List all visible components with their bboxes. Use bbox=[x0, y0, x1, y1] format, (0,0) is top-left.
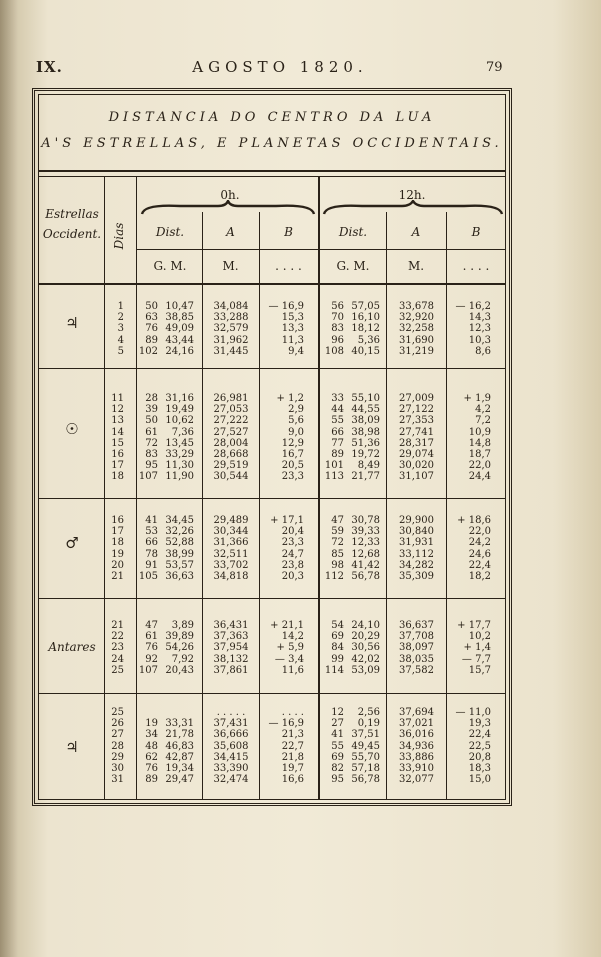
group-2-b0: + 1,2 2,9 5,6 9,0 12,9 16,7 20,5 23,3 bbox=[276, 393, 304, 483]
group-1-a0: 34,084 33,288 32,579 31,962 31,445 bbox=[213, 301, 249, 357]
star-column-header bbox=[40, 207, 104, 241]
vrule-days bbox=[136, 176, 137, 800]
mars-icon: ♂ bbox=[65, 534, 79, 552]
star-header-line2: Occident. bbox=[42, 227, 102, 241]
group-3-a12: 29,900 30,840 31,931 33,112 34,282 35,309 bbox=[399, 515, 434, 583]
time-12h-header: 12h. bbox=[398, 188, 426, 202]
group-3-m12: 30,78 39,33 12,33 12,68 41,42 56,78 bbox=[351, 515, 380, 583]
group-5-b0: . . . . — 16,9 21,3 22,7 21,8 19,7 16,6 bbox=[268, 707, 304, 786]
group-1-m0: 10,47 38,85 49,09 43,44 24,16 bbox=[165, 301, 194, 357]
brace-0h bbox=[140, 200, 316, 216]
b-12h-header: B bbox=[471, 225, 481, 239]
rule-group-3 bbox=[38, 598, 506, 599]
group-2-g12: 33 44 55 66 77 89 101 113 bbox=[324, 393, 344, 483]
group-4-b0: + 21,1 14,2 + 5,9 — 3,4 11,6 bbox=[270, 620, 304, 676]
group-4-star: Antares bbox=[48, 640, 96, 654]
group-1-days: 1 2 3 4 5 bbox=[117, 301, 124, 357]
group-1-b12: — 16,2 14,3 12,3 10,3 8,6 bbox=[455, 301, 491, 357]
group-3-b12: + 18,6 22,0 24,2 24,6 22,4 18,2 bbox=[457, 515, 491, 583]
unit-dots-12h: . . . . bbox=[462, 259, 490, 273]
rule-header-top bbox=[38, 176, 506, 177]
table-title-line1: DISTANCIA DO CENTRO DA LUA bbox=[108, 110, 436, 125]
group-5-m0: 33,31 21,78 46,83 42,87 19,34 29,47 bbox=[165, 718, 194, 786]
group-1-a12: 33,678 32,920 32,258 31,690 31,219 bbox=[399, 301, 434, 357]
group-5-days: 25 26 27 28 29 30 31 bbox=[111, 707, 124, 786]
section-number: IX. bbox=[36, 58, 63, 76]
time-0h-header: 0h. bbox=[220, 188, 240, 202]
group-2-a12: 27,009 27,122 27,353 27,741 28,317 29,074 30,020 31,107 bbox=[399, 393, 434, 483]
group-4-g0: 47 61 76 92 107 bbox=[138, 620, 158, 676]
group-5-g0: 19 34 48 62 76 89 bbox=[145, 718, 158, 786]
group-2-a0: 26,981 27,053 27,222 27,527 28,004 28,668 29,519 30,544 bbox=[213, 393, 249, 483]
unit-m-0h: M. bbox=[222, 259, 239, 273]
rule-under-subheads bbox=[136, 249, 506, 250]
brace-12h bbox=[322, 200, 504, 216]
unit-dots-0h: . . . . bbox=[275, 259, 302, 273]
group-5-a12: 37,694 37,021 36,016 34,936 33,886 33,910 32,077 bbox=[399, 707, 434, 786]
star-header-line1: Estrellas bbox=[45, 207, 99, 221]
group-3-a0: 29,489 30,344 31,366 32,511 33,702 34,818 bbox=[213, 515, 249, 583]
group-2-g0: 28 39 50 61 72 83 95 107 bbox=[138, 393, 158, 483]
group-3-star bbox=[40, 534, 104, 552]
page-number: 79 bbox=[486, 60, 503, 75]
a-12h-header: A bbox=[411, 225, 421, 239]
group-2-star bbox=[40, 420, 104, 438]
unit-gm-0h: G. M. bbox=[153, 259, 187, 273]
group-5-m12: 2,56 0,19 37,51 49,45 55,70 57,18 56,78 bbox=[351, 707, 380, 786]
group-2-m12: 55,10 44,55 38,09 38,98 51,36 19,72 8,49 21,77 bbox=[351, 393, 380, 483]
group-4-m12: 24,10 20,29 30,56 42,02 53,09 bbox=[351, 620, 380, 676]
group-3-days: 16 17 18 19 20 21 bbox=[111, 515, 124, 583]
group-2-days: 11 12 13 14 15 16 17 18 bbox=[111, 393, 124, 483]
jupiter-icon: ♃ bbox=[65, 314, 79, 332]
group-1-m12: 57,05 16,10 18,12 5,36 40,15 bbox=[351, 301, 380, 357]
unit-m-12h: M. bbox=[407, 259, 425, 273]
group-4-b12: + 17,7 10,2 + 1,4 — 7,7 15,7 bbox=[457, 620, 491, 676]
group-1-star bbox=[40, 314, 104, 332]
group-5-g12: 12 27 41 55 69 82 95 bbox=[331, 707, 344, 786]
group-5-a0: . . . . . 37,431 36,666 35,608 34,415 33,390 32,474 bbox=[213, 707, 249, 786]
unit-gm-12h: G. M. bbox=[336, 259, 370, 273]
jupiter-icon: ♃ bbox=[65, 738, 79, 756]
group-4-g12: 54 69 84 99 114 bbox=[324, 620, 344, 676]
group-5-b12: — 11,0 19,3 22,4 22,5 20,8 18,3 15,0 bbox=[455, 707, 491, 786]
group-4-a12: 36,637 37,708 38,097 38,035 37,582 bbox=[399, 620, 434, 676]
group-5-star bbox=[40, 738, 104, 756]
group-1-b0: — 16,9 15,3 13,3 11,3 9,4 bbox=[268, 301, 304, 357]
group-4-m0: 3,89 39,89 54,26 7,92 20,43 bbox=[165, 620, 194, 676]
days-column-header: Dias bbox=[112, 222, 126, 250]
dist-0h-header: Dist. bbox=[155, 225, 185, 239]
group-3-m0: 34,45 32,26 52,88 38,99 53,57 36,63 bbox=[165, 515, 194, 583]
rule-group-2 bbox=[38, 498, 506, 499]
group-1-g0: 50 63 76 89 102 bbox=[138, 301, 158, 357]
month-year-heading: AGOSTO 1820. bbox=[192, 58, 368, 76]
sun-icon: ☉ bbox=[65, 420, 79, 438]
dist-12h-header: Dist. bbox=[338, 225, 368, 239]
b-0h-header: B bbox=[284, 225, 293, 239]
a-0h-header: A bbox=[226, 225, 235, 239]
group-4-a0: 36,431 37,363 37,954 38,132 37,861 bbox=[213, 620, 249, 676]
group-2-b12: + 1,9 4,2 7,2 10,9 14,8 18,7 22,0 24,4 bbox=[463, 393, 491, 483]
group-4-days: 21 22 23 24 25 bbox=[111, 620, 124, 676]
vrule-star bbox=[104, 176, 105, 800]
rule-under-title bbox=[38, 170, 506, 172]
group-3-b0: + 17,1 20,4 23,3 24,7 23,8 20,3 bbox=[270, 515, 304, 583]
group-3-g12: 47 59 72 85 98 112 bbox=[324, 515, 344, 583]
group-2-m0: 31,16 19,49 10,62 7,36 13,45 33,29 11,30 11,90 bbox=[165, 393, 194, 483]
rule-group-1 bbox=[38, 368, 506, 369]
book-spine-shadow bbox=[0, 0, 18, 957]
rule-group-4 bbox=[38, 693, 506, 694]
table-title-line2: A'S ESTRELLAS, E PLANETAS OCCIDENTAIS. bbox=[41, 136, 503, 151]
group-1-g12: 56 70 83 96 108 bbox=[324, 301, 344, 357]
group-3-g0: 41 53 66 78 91 105 bbox=[138, 515, 158, 583]
rule-header-bottom bbox=[38, 283, 506, 285]
